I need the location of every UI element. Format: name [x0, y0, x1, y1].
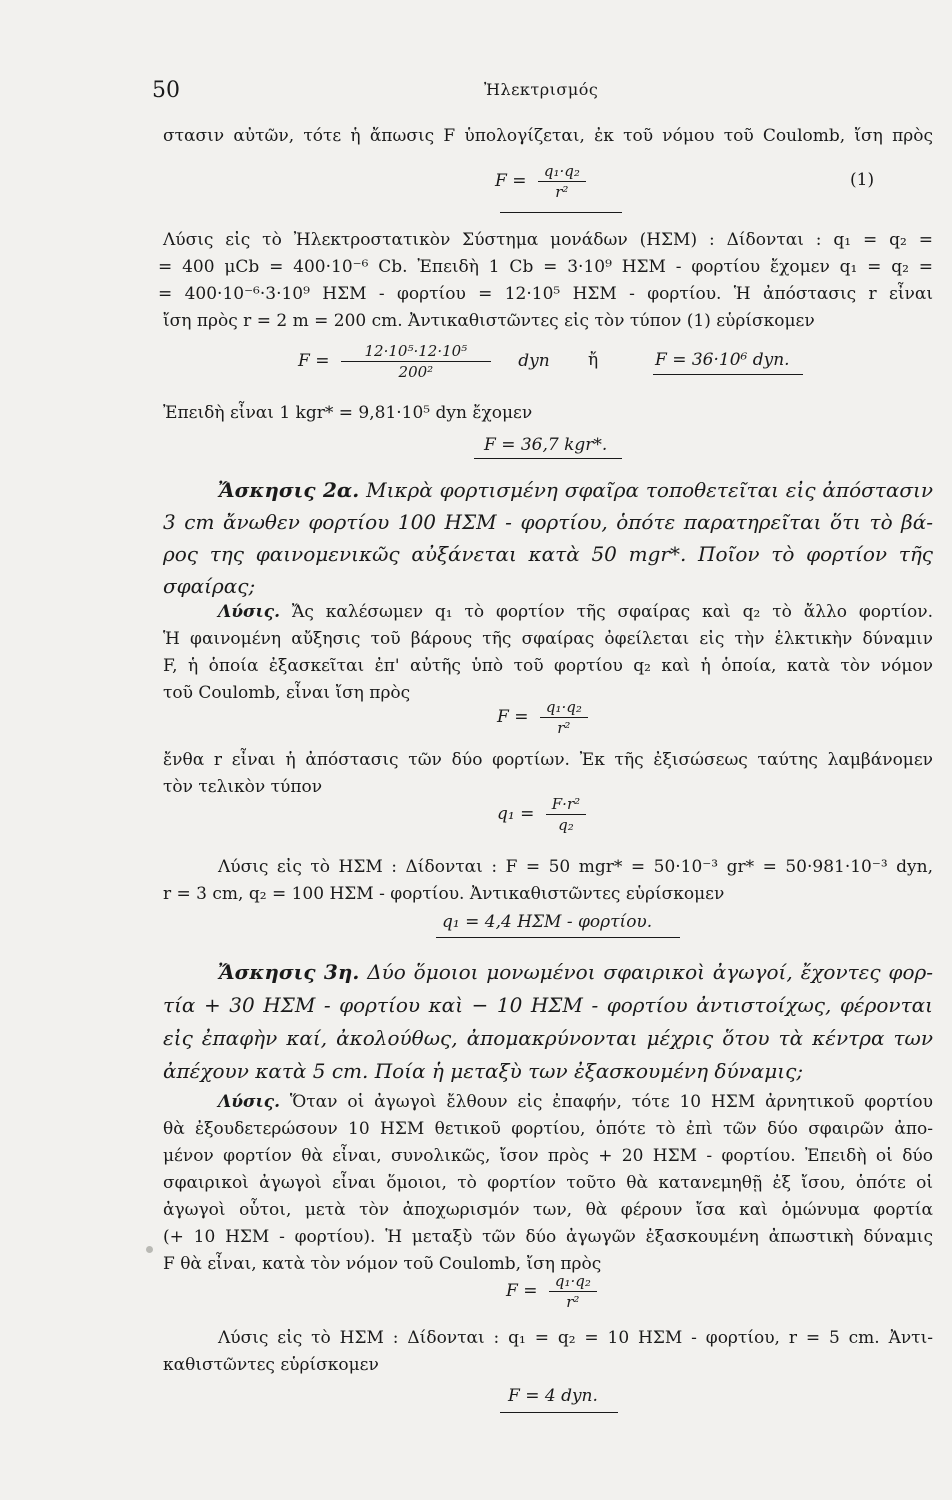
- text-line: στασιν αὐτῶν, τότε ἡ ἄπωσις F ὑπολογίζεται, ἐκ τοῦ νόμου τοῦ Coulomb, ἴση πρὸς: [163, 126, 933, 146]
- exercise-text: τία + 30 ΗΣΜ - φορτίου καὶ − 10 ΗΣΜ - φορτίου ἀντιστοίχως, φέρονται: [163, 993, 933, 1017]
- print-spot: [146, 1246, 153, 1253]
- text-line: σφαιρικοὶ ἀγωγοὶ εἶναι ὅμοιοι, τὸ φορτίον τοῦτο θὰ κατανεμηθῇ ἐξ ἴσου, ὁπότε οἱ: [163, 1173, 933, 1193]
- equation-tag: (1): [850, 170, 875, 190]
- text-line: Ἐπειδὴ εἶναι 1 kgr* = 9,81·10⁵ dyn ἔχομεν: [163, 403, 533, 423]
- equation-3: F = 36,7 kgr*.: [484, 435, 608, 455]
- text-line: Λύσις εἰς τὸ Ἠλεκτροστατικὸν Σύστημα μονάδων (ΗΣΜ) : Δίδονται : q₁ = q₂ =: [163, 230, 933, 250]
- text-line: (+ 10 ΗΣΜ - φορτίου). Ἡ μεταξὺ τῶν δύο ἀγωγῶν ἐξασκουμένη ἀπωστικὴ δύναμις: [163, 1227, 933, 1247]
- numerator: F·r²: [546, 795, 586, 815]
- denominator: 200²: [398, 363, 434, 381]
- fraction: [546, 795, 586, 834]
- denominator: r²: [557, 719, 571, 737]
- equation-underline: [653, 374, 803, 375]
- text-line: θὰ ἐξουδετερώσουν 10 ΗΣΜ θετικοῦ φορτίου, ὁπότε τὸ ἐπὶ τῶν δύο σφαιρῶν ἀπο-: [163, 1119, 933, 1139]
- solution-line: [218, 600, 933, 624]
- denominator: r²: [555, 183, 569, 201]
- denominator: r²: [566, 1293, 580, 1311]
- numerator: q₁·q₂: [538, 162, 586, 182]
- exercise-text: εἰς ἐπαφὴν καί, ἀκολούθως, ἀπομακρύνονται μέχρις ὅτου τὰ κέντρα των: [163, 1026, 933, 1050]
- or-word: ἤ: [588, 350, 599, 370]
- equation-underline: [436, 937, 680, 938]
- equation-lhs: F =: [495, 171, 527, 191]
- equation-2: [298, 342, 550, 381]
- equation-2-result: F = 36·10⁶ dyn.: [655, 350, 790, 370]
- exercise-text: ἀπέχουν κατὰ 5 cm. Ποία ἡ μεταξὺ των ἐξασκουμένη δύναμις;: [163, 1059, 804, 1083]
- fraction: [341, 342, 491, 381]
- exercise-text: Μικρὰ φορτισμένη σφαῖρα τοποθετεῖται εἰς ἀπόστασιν: [366, 478, 933, 502]
- equation-lhs: F =: [298, 351, 330, 371]
- solution-label: Λύσις.: [218, 1092, 281, 1112]
- equation-lhs: q₁ =: [497, 804, 535, 824]
- equation-8: F = 4 dyn.: [508, 1386, 598, 1406]
- exercise-2-line: [218, 478, 933, 502]
- equation-4: [497, 698, 594, 737]
- equation-5: [497, 795, 592, 834]
- equation-underline: [500, 1412, 618, 1413]
- text-line: τὸν τελικὸν τύπον: [163, 777, 323, 797]
- text-line: τοῦ Coulomb, εἶναι ἴση πρὸς: [163, 683, 411, 703]
- text-line: F θὰ εἶναι, κατὰ τὸν νόμον τοῦ Coulomb, ἴση πρὸς: [163, 1254, 602, 1274]
- solution-text: Ἄς καλέσωμεν q₁ τὸ φορτίον τῆς σφαίρας καὶ q₂ τὸ ἄλλο φορτίον.: [291, 602, 933, 622]
- running-title: Ἠλεκτρισμός: [484, 80, 599, 99]
- exercise-2-title: Ἄσκησις 2α.: [218, 478, 360, 502]
- solution-line: [218, 1090, 933, 1114]
- exercise-text: ρος της φαινομενικῶς αὐξάνεται κατὰ 50 mgr*. Ποῖον τὸ φορτίον τῆς: [163, 542, 933, 566]
- exercise-3-line: [218, 960, 933, 984]
- solution-text: Ὅταν οἱ ἀγωγοὶ ἔλθουν εἰς ἐπαφήν, τότε 10 ΗΣΜ ἀρνητικοῦ φορτίου: [289, 1092, 933, 1112]
- text-line: καθιστῶντες εὑρίσκομεν: [163, 1355, 379, 1375]
- fraction: [540, 698, 588, 737]
- equation-6: q₁ = 4,4 ΗΣΜ - φορτίου.: [442, 912, 653, 932]
- equation-lhs: F =: [506, 1281, 538, 1301]
- exercise-text: σφαίρας;: [163, 574, 256, 598]
- text-line: ἔνθα r εἶναι ἡ ἀπόστασις τῶν δύο φορτίων. Ἐκ τῆς ἐξισώσεως ταύτης λαμβάνομεν: [163, 750, 933, 770]
- equation-lhs: F =: [497, 707, 529, 727]
- text-line: μένον φορτίον θὰ εἶναι, συνολικῶς, ἴσον πρὸς + 20 ΗΣΜ - φορτίου. Ἐπειδὴ οἱ δύο: [163, 1146, 933, 1166]
- page-number: 50: [152, 78, 180, 103]
- text-line: Ἡ φαινομένη αὔξησις τοῦ βάρους τῆς σφαίρας ὀφείλεται εἰς τὴν ἑλκτικὴν δύναμιν: [163, 629, 933, 649]
- numerator: 12·10⁵·12·10⁵: [341, 342, 491, 362]
- fraction: [549, 1272, 597, 1311]
- equation-underline: [500, 212, 622, 213]
- text-line: F, ἡ ὁποία ἐξασκεῖται ἐπ' αὐτῆς ὑπὸ τοῦ φορτίου q₂ καὶ ἡ ὁποία, κατὰ τὸν νόμον: [163, 656, 933, 676]
- equation-underline: [474, 458, 622, 459]
- text-line: = 400·10⁻⁶·3·10⁹ ΗΣΜ - φορτίου = 12·10⁵ ΗΣΜ - φορτίου. Ἡ ἀπόστασις r εἶναι: [158, 284, 933, 304]
- fraction: [538, 162, 586, 201]
- text-line: = 400 μCb = 400·10⁻⁶ Cb. Ἐπειδὴ 1 Cb = 3·10⁹ ΗΣΜ - φορτίου ἔχομεν q₁ = q₂ =: [158, 257, 933, 277]
- text-line: ἴση πρὸς r = 2 m = 200 cm. Ἀντικαθιστῶντες εἰς τὸν τύπον (1) εὑρίσκομεν: [163, 311, 815, 331]
- equation-1: [495, 162, 592, 201]
- exercise-text: 3 cm ἄνωθεν φορτίου 100 ΗΣΜ - φορτίου, ὁπότε παρατηρεῖται ὅτι τὸ βά-: [163, 510, 933, 534]
- text-line: ἀγωγοὶ οὗτοι, μετὰ τὸν ἀποχωρισμόν των, θὰ φέρουν ἴσα καὶ ὁμώνυμα φορτία: [163, 1200, 933, 1220]
- denominator: q₂: [558, 816, 574, 834]
- unit: dyn: [518, 351, 550, 371]
- numerator: q₁·q₂: [549, 1272, 597, 1292]
- text-line: r = 3 cm, q₂ = 100 ΗΣΜ - φορτίου. Ἀντικαθιστῶντες εὑρίσκομεν: [163, 884, 725, 904]
- equation-7: [506, 1272, 603, 1311]
- solution-label: Λύσις.: [218, 602, 281, 622]
- exercise-3-title: Ἄσκησις 3η.: [218, 960, 360, 984]
- numerator: q₁·q₂: [540, 698, 588, 718]
- text-line: Λύσις εἰς τὸ ΗΣΜ : Δίδονται : q₁ = q₂ = 10 ΗΣΜ - φορτίου, r = 5 cm. Ἀντι-: [218, 1328, 933, 1348]
- exercise-text: Δύο ὅμοιοι μονωμένοι σφαιρικοὶ ἀγωγοί, ἔχοντες φορ-: [367, 960, 933, 984]
- page-header: [0, 78, 952, 108]
- text-line: Λύσις εἰς τὸ ΗΣΜ : Δίδονται : F = 50 mgr* = 50·10⁻³ gr* = 50·981·10⁻³ dyn,: [218, 857, 933, 877]
